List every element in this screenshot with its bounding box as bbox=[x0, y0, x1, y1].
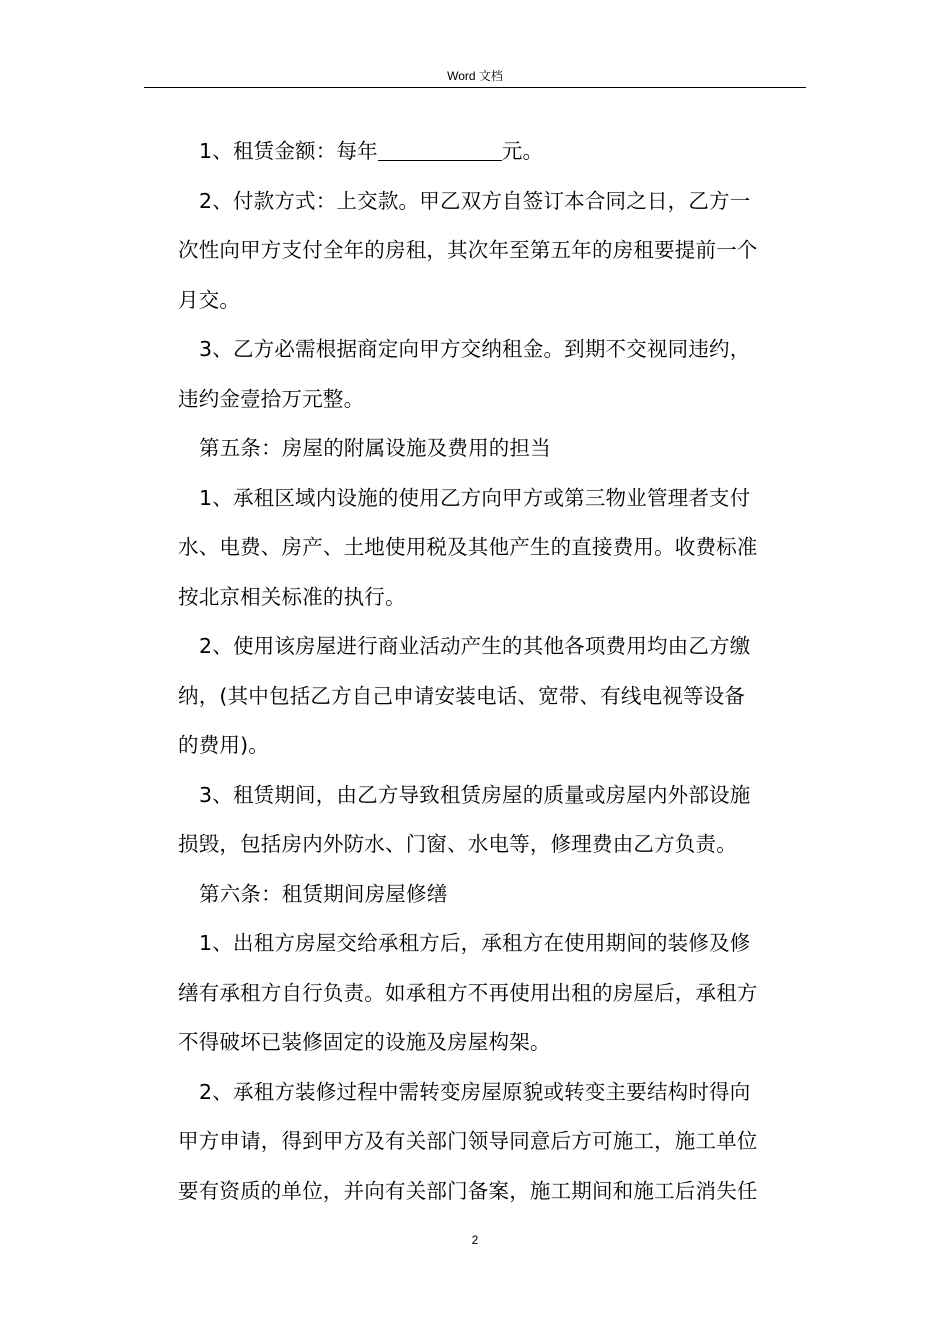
header-rule bbox=[144, 87, 806, 88]
paragraph-rent-payment bbox=[178, 325, 808, 424]
paragraph-line: 2、付款方式：上交款。甲乙双方自签订本合同之日，乙方一 bbox=[199, 188, 751, 213]
page-header: Word 文档 bbox=[447, 69, 503, 83]
paragraph-facility-usage bbox=[178, 474, 808, 623]
blank-field bbox=[378, 140, 502, 161]
paragraph-structural-change bbox=[178, 1068, 808, 1217]
paragraph-line: 水、电费、房产、土地使用税及其他产生的直接费用。收费标准 bbox=[178, 535, 758, 559]
paragraph-line bbox=[178, 127, 808, 177]
paragraph-line: 3、乙方必需根据商定向甲方交纳租金。到期不交视同违约， bbox=[199, 337, 751, 361]
paragraph-line: 缮有承租方自行负责。如承租方不再使用出租的房屋后，承租方 bbox=[178, 980, 758, 1005]
paragraph-line: 的费用)。 bbox=[178, 733, 269, 757]
page-number: 2 bbox=[471, 1233, 479, 1247]
paragraph-line: 次性向甲方支付全年的房租，其次年至第五年的房租要提前一个 bbox=[178, 238, 758, 262]
paragraph-line: 不得破坏已装修固定的设施及房屋构架。 bbox=[178, 1030, 551, 1054]
paragraph-line: 3、租赁期间，由乙方导致租赁房屋的质量或房屋内外部设施 bbox=[199, 782, 751, 807]
document-body bbox=[178, 127, 808, 1216]
paragraph-line: 按北京相关标准的执行。 bbox=[178, 584, 406, 609]
paragraph-line: 甲方申请，得到甲方及有关部门领导同意后方可施工，施工单位 bbox=[178, 1129, 758, 1153]
paragraph-rent-amount bbox=[178, 127, 808, 177]
paragraph-line: 第五条：房屋的附属设施及费用的担当 bbox=[199, 436, 551, 460]
paragraph-business-expenses bbox=[178, 622, 808, 771]
line-text: 元。 bbox=[501, 139, 544, 163]
paragraph-line: 2、使用该房屋进行商业活动产生的其他各项费用均由乙方缴 bbox=[199, 634, 751, 658]
paragraph-line: 损毁，包括房内外防水、门窗、水电等，修理费由乙方负责。 bbox=[178, 832, 737, 856]
paragraph-damage-repair bbox=[178, 771, 808, 870]
article-heading bbox=[178, 424, 808, 474]
paragraph-renovation-responsibility bbox=[178, 919, 808, 1068]
paragraph-line: 纳，(其中包括乙方自己申请安装电话、宽带、有线电视等设备 bbox=[178, 683, 746, 708]
paragraph-line: 1、承租区域内设施的使用乙方向甲方或第三物业管理者支付 bbox=[199, 485, 751, 510]
paragraph-payment-method bbox=[178, 177, 808, 326]
line-text: 1、租赁金额：每年 bbox=[199, 139, 378, 163]
paragraph-line: 月交。 bbox=[178, 287, 241, 312]
paragraph-line: 2、承租方装修过程中需转变房屋原貌或转变主要结构时得向 bbox=[199, 1079, 751, 1104]
paragraph-line: 第六条：租赁期间房屋修缮 bbox=[199, 881, 448, 906]
paragraph-line: 违约金壹拾万元整。 bbox=[178, 386, 365, 411]
paragraph-line: 1、出租方房屋交给承租方后，承租方在使用期间的装修及修 bbox=[199, 931, 751, 955]
paragraph-line: 要有资质的单位，并向有关部门备案，施工期间和施工后消失任 bbox=[178, 1178, 758, 1203]
article-heading bbox=[178, 870, 808, 920]
